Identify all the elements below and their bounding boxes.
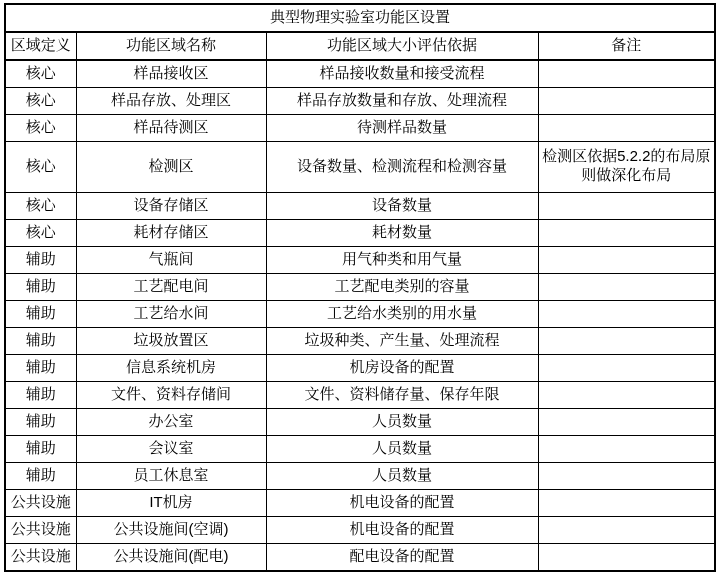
cell-area-name: 会议室	[76, 436, 266, 463]
cell-zone-definition: 核心	[5, 88, 76, 115]
cell-zone-definition: 辅助	[5, 409, 76, 436]
cell-area-name: 办公室	[76, 409, 266, 436]
cell-area-name: 样品接收区	[76, 60, 266, 88]
cell-zone-definition: 公共设施	[5, 517, 76, 544]
cell-evaluation-basis: 样品存放数量和存放、处理流程	[266, 88, 538, 115]
cell-note	[538, 355, 715, 382]
cell-zone-definition: 核心	[5, 60, 76, 88]
cell-evaluation-basis: 待测样品数量	[266, 115, 538, 142]
table-title: 典型物理实验室功能区设置	[5, 4, 715, 32]
cell-zone-definition: 核心	[5, 142, 76, 193]
cell-evaluation-basis: 垃圾种类、产生量、处理流程	[266, 328, 538, 355]
table-row	[5, 463, 715, 490]
cell-note	[538, 382, 715, 409]
column-header-note: 备注	[538, 32, 715, 60]
cell-note	[538, 220, 715, 247]
cell-zone-definition: 辅助	[5, 355, 76, 382]
cell-evaluation-basis: 样品接收数量和接受流程	[266, 60, 538, 88]
cell-note	[538, 328, 715, 355]
cell-area-name: 样品待测区	[76, 115, 266, 142]
function-zone-table	[4, 3, 716, 572]
cell-zone-definition: 辅助	[5, 382, 76, 409]
cell-note	[538, 193, 715, 220]
table-row	[5, 193, 715, 220]
cell-note	[538, 544, 715, 572]
cell-note	[538, 409, 715, 436]
cell-note	[538, 115, 715, 142]
table-header-row	[5, 32, 715, 60]
cell-zone-definition: 公共设施	[5, 490, 76, 517]
cell-evaluation-basis: 用气种类和用气量	[266, 247, 538, 274]
cell-zone-definition: 辅助	[5, 436, 76, 463]
cell-area-name: 工艺配电间	[76, 274, 266, 301]
cell-area-name: 信息系统机房	[76, 355, 266, 382]
cell-evaluation-basis: 工艺配电类别的容量	[266, 274, 538, 301]
cell-zone-definition: 辅助	[5, 247, 76, 274]
table-row	[5, 355, 715, 382]
cell-zone-definition: 核心	[5, 193, 76, 220]
cell-zone-definition: 辅助	[5, 328, 76, 355]
table-row	[5, 328, 715, 355]
cell-zone-definition: 辅助	[5, 274, 76, 301]
cell-evaluation-basis: 设备数量	[266, 193, 538, 220]
cell-evaluation-basis: 耗材数量	[266, 220, 538, 247]
cell-zone-definition: 核心	[5, 220, 76, 247]
cell-note: 检测区依据5.2.2的布局原则做深化布局	[538, 142, 715, 193]
cell-zone-definition: 辅助	[5, 301, 76, 328]
table-row	[5, 517, 715, 544]
column-header-zone-definition: 区域定义	[5, 32, 76, 60]
table-title-row	[5, 4, 715, 32]
table-row	[5, 60, 715, 88]
cell-area-name: 文件、资料存储间	[76, 382, 266, 409]
cell-note	[538, 301, 715, 328]
table-row	[5, 301, 715, 328]
table-row	[5, 382, 715, 409]
table-row	[5, 409, 715, 436]
cell-note	[538, 88, 715, 115]
table-row	[5, 544, 715, 572]
cell-zone-definition: 核心	[5, 115, 76, 142]
cell-area-name: 垃圾放置区	[76, 328, 266, 355]
cell-note	[538, 274, 715, 301]
column-header-area-name: 功能区域名称	[76, 32, 266, 60]
cell-evaluation-basis: 人员数量	[266, 409, 538, 436]
table-row	[5, 247, 715, 274]
cell-area-name: 工艺给水间	[76, 301, 266, 328]
cell-note	[538, 247, 715, 274]
table-row	[5, 436, 715, 463]
cell-evaluation-basis: 机房设备的配置	[266, 355, 538, 382]
cell-area-name: 员工休息室	[76, 463, 266, 490]
cell-zone-definition: 公共设施	[5, 544, 76, 572]
cell-area-name: 耗材存储区	[76, 220, 266, 247]
table-row	[5, 115, 715, 142]
table-row	[5, 490, 715, 517]
cell-area-name: 气瓶间	[76, 247, 266, 274]
cell-evaluation-basis: 人员数量	[266, 436, 538, 463]
cell-evaluation-basis: 人员数量	[266, 463, 538, 490]
cell-note	[538, 463, 715, 490]
cell-evaluation-basis: 配电设备的配置	[266, 544, 538, 572]
cell-note	[538, 490, 715, 517]
cell-evaluation-basis: 设备数量、检测流程和检测容量	[266, 142, 538, 193]
table-row	[5, 88, 715, 115]
table-row	[5, 220, 715, 247]
table-row	[5, 274, 715, 301]
cell-note	[538, 60, 715, 88]
cell-area-name: 公共设施间(配电)	[76, 544, 266, 572]
cell-note	[538, 436, 715, 463]
cell-evaluation-basis: 文件、资料储存量、保存年限	[266, 382, 538, 409]
cell-area-name: 设备存储区	[76, 193, 266, 220]
cell-evaluation-basis: 机电设备的配置	[266, 517, 538, 544]
cell-evaluation-basis: 机电设备的配置	[266, 490, 538, 517]
cell-area-name: 公共设施间(空调)	[76, 517, 266, 544]
table-row	[5, 142, 715, 193]
cell-zone-definition: 辅助	[5, 463, 76, 490]
cell-note	[538, 517, 715, 544]
cell-area-name: IT机房	[76, 490, 266, 517]
cell-area-name: 样品存放、处理区	[76, 88, 266, 115]
cell-area-name: 检测区	[76, 142, 266, 193]
cell-evaluation-basis: 工艺给水类别的用水量	[266, 301, 538, 328]
column-header-evaluation-basis: 功能区域大小评估依据	[266, 32, 538, 60]
